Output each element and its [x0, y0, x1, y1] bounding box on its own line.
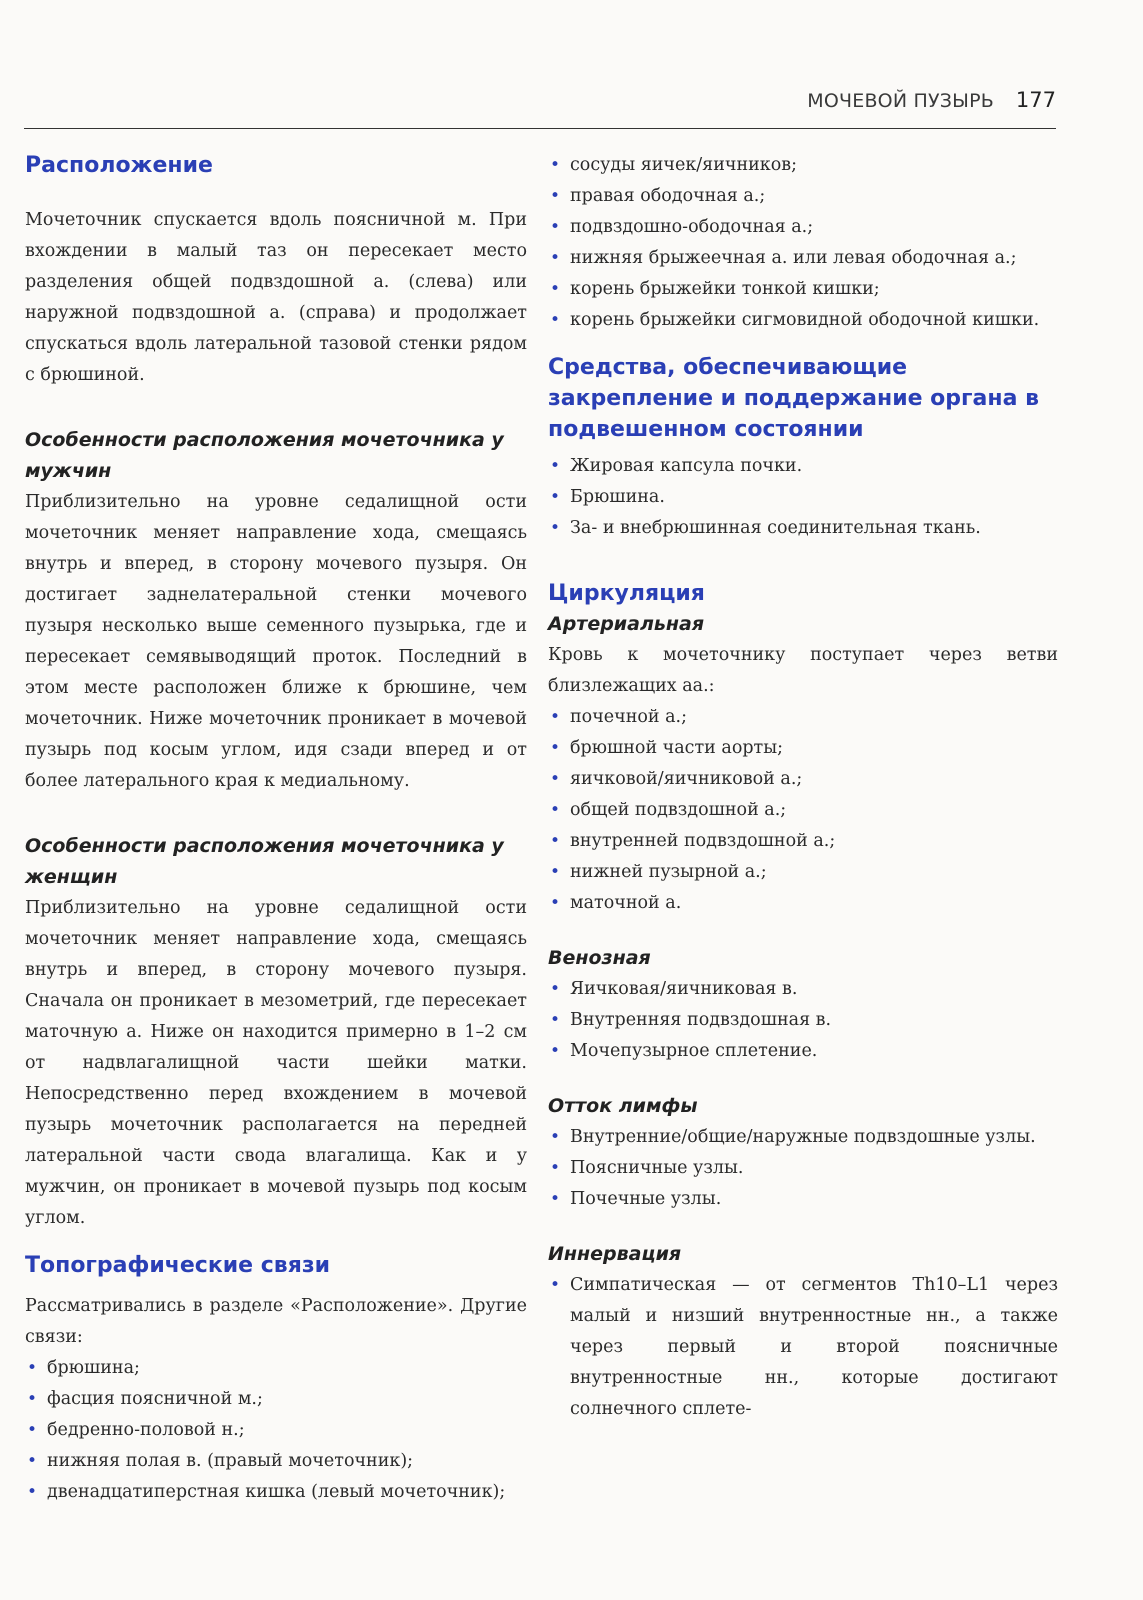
- list-item: • общей подвздошной а.;: [548, 795, 1058, 826]
- arterial-text: Кровь к мочеточнику поступает через ветви близлежащих аа.:: [548, 645, 1058, 696]
- list-item: • Почечные узлы.: [548, 1184, 1058, 1215]
- list-item: • Мочепузырное сплетение.: [548, 1036, 1058, 1067]
- support-list: [548, 451, 1058, 544]
- venous-heading: Венозная: [548, 947, 651, 969]
- location-heading: Расположение: [25, 153, 213, 178]
- men-heading: Особенности расположения мочеточника у мужчин: [25, 429, 504, 482]
- list-item: • Брюшина.: [548, 482, 1058, 513]
- list-item: • нижняя брыжеечная а. или левая ободочная а.;: [548, 243, 1058, 274]
- arterial-list: [548, 702, 1058, 919]
- list-item: • нижняя полая в. (правый мочеточник);: [25, 1446, 527, 1477]
- list-item: • двенадцатиперстная кишка (левый мочеточник);: [25, 1477, 527, 1508]
- innervation-list: [548, 1270, 1058, 1425]
- page-number: 177: [1015, 88, 1056, 112]
- list-item: • Яичковая/яичниковая в.: [548, 974, 1058, 1005]
- running-header: [24, 88, 1056, 129]
- innervation-heading: Иннервация: [548, 1243, 682, 1265]
- women-heading: Особенности расположения мочеточника у женщин: [25, 835, 504, 888]
- list-item: • яичковой/яичниковой а.;: [548, 764, 1058, 795]
- list-item: • маточной а.: [548, 888, 1058, 919]
- circulation-heading: Циркуляция: [548, 581, 705, 606]
- venous-list: [548, 974, 1058, 1067]
- list-item: • фасция поясничной м.;: [25, 1384, 527, 1415]
- list-item: • Жировая капсула почки.: [548, 451, 1058, 482]
- list-item: • нижней пузырной а.;: [548, 857, 1058, 888]
- list-item: • брюшина;: [25, 1353, 527, 1384]
- support-heading: Средства, обеспечивающие закрепление и поддержание органа в подвешенном состоянии: [548, 355, 1040, 442]
- list-item: • внутренней подвздошной а.;: [548, 826, 1058, 857]
- left-column: [25, 150, 527, 1508]
- list-item: • правая ободочная а.;: [548, 181, 1058, 212]
- topography-heading: Топографические связи: [25, 1253, 331, 1278]
- chapter-title: МОЧЕВОЙ ПУЗЫРЬ: [807, 90, 994, 112]
- right-column: [548, 150, 1058, 1425]
- topography-list: [25, 1353, 527, 1508]
- women-text: Приблизительно на уровне седалищной ости мочеточник меняет направление хода, смещаясь внутрь и вперед, в сторону мочевого пузыря. Сначала он проникает в мезометрий, где пересекает маточную а. Ниже он находится примерно в 1–2 см от надвлагалищной части шейки матки. Непосредственно перед вхождением в мочевой пузырь мочеточник располагается на передней латеральной части свода влагалища. Как и у мужчин, он проникает в мочевой пузырь под косым углом.: [25, 898, 527, 1228]
- list-item: • почечной а.;: [548, 702, 1058, 733]
- men-text: Приблизительно на уровне седалищной ости мочеточник меняет направление хода, смещаясь внутрь и вперед, в сторону мочевого пузыря. Он достигает заднелатеральной стенки мочевого пузыря несколько выше семенного пузырька, где и пересекает семявыводящий проток. Последний в этом месте расположен ближе к брюшине, чем мочеточник. Ниже мочеточник проникает в мочевой пузырь под косым углом, идя сзади вперед и от более латерального края к медиальному.: [25, 492, 527, 791]
- list-item: • Внутренние/общие/наружные подвздошные узлы.: [548, 1122, 1058, 1153]
- list-item: • Поясничные узлы.: [548, 1153, 1058, 1184]
- list-item: • бедренно-половой н.;: [25, 1415, 527, 1446]
- topography-text: Рассматривались в разделе «Расположение». Другие связи:: [25, 1296, 527, 1347]
- list-item: • Внутренняя подвздошная в.: [548, 1005, 1058, 1036]
- lymph-list: [548, 1122, 1058, 1215]
- list-item: • Симпатическая — от сегментов Th10–L1 через малый и низший внутренностные нн., а также через первый и второй поясничные внутренностные нн., которые достигают солнечного сплете-: [548, 1270, 1058, 1425]
- arterial-heading: Артериальная: [548, 613, 705, 635]
- location-text: Мочеточник спускается вдоль поясничной м. При вхождении в малый таз он пересекает место разделения общей подвздошной а. (слева) или наружной подвздошной а. (справа) и продолжает спускаться вдоль латеральной тазовой стенки рядом с брюшиной.: [25, 210, 527, 385]
- lymph-heading: Отток лимфы: [548, 1095, 698, 1117]
- topography-list-continued: [548, 150, 1058, 336]
- list-item: • корень брыжейки сигмовидной ободочной кишки.: [548, 305, 1058, 336]
- list-item: • подвздошно-ободочная а.;: [548, 212, 1058, 243]
- list-item: • корень брыжейки тонкой кишки;: [548, 274, 1058, 305]
- list-item: • сосуды яичек/яичников;: [548, 150, 1058, 181]
- list-item: • За- и внебрюшинная соединительная ткань.: [548, 513, 1058, 544]
- list-item: • брюшной части аорты;: [548, 733, 1058, 764]
